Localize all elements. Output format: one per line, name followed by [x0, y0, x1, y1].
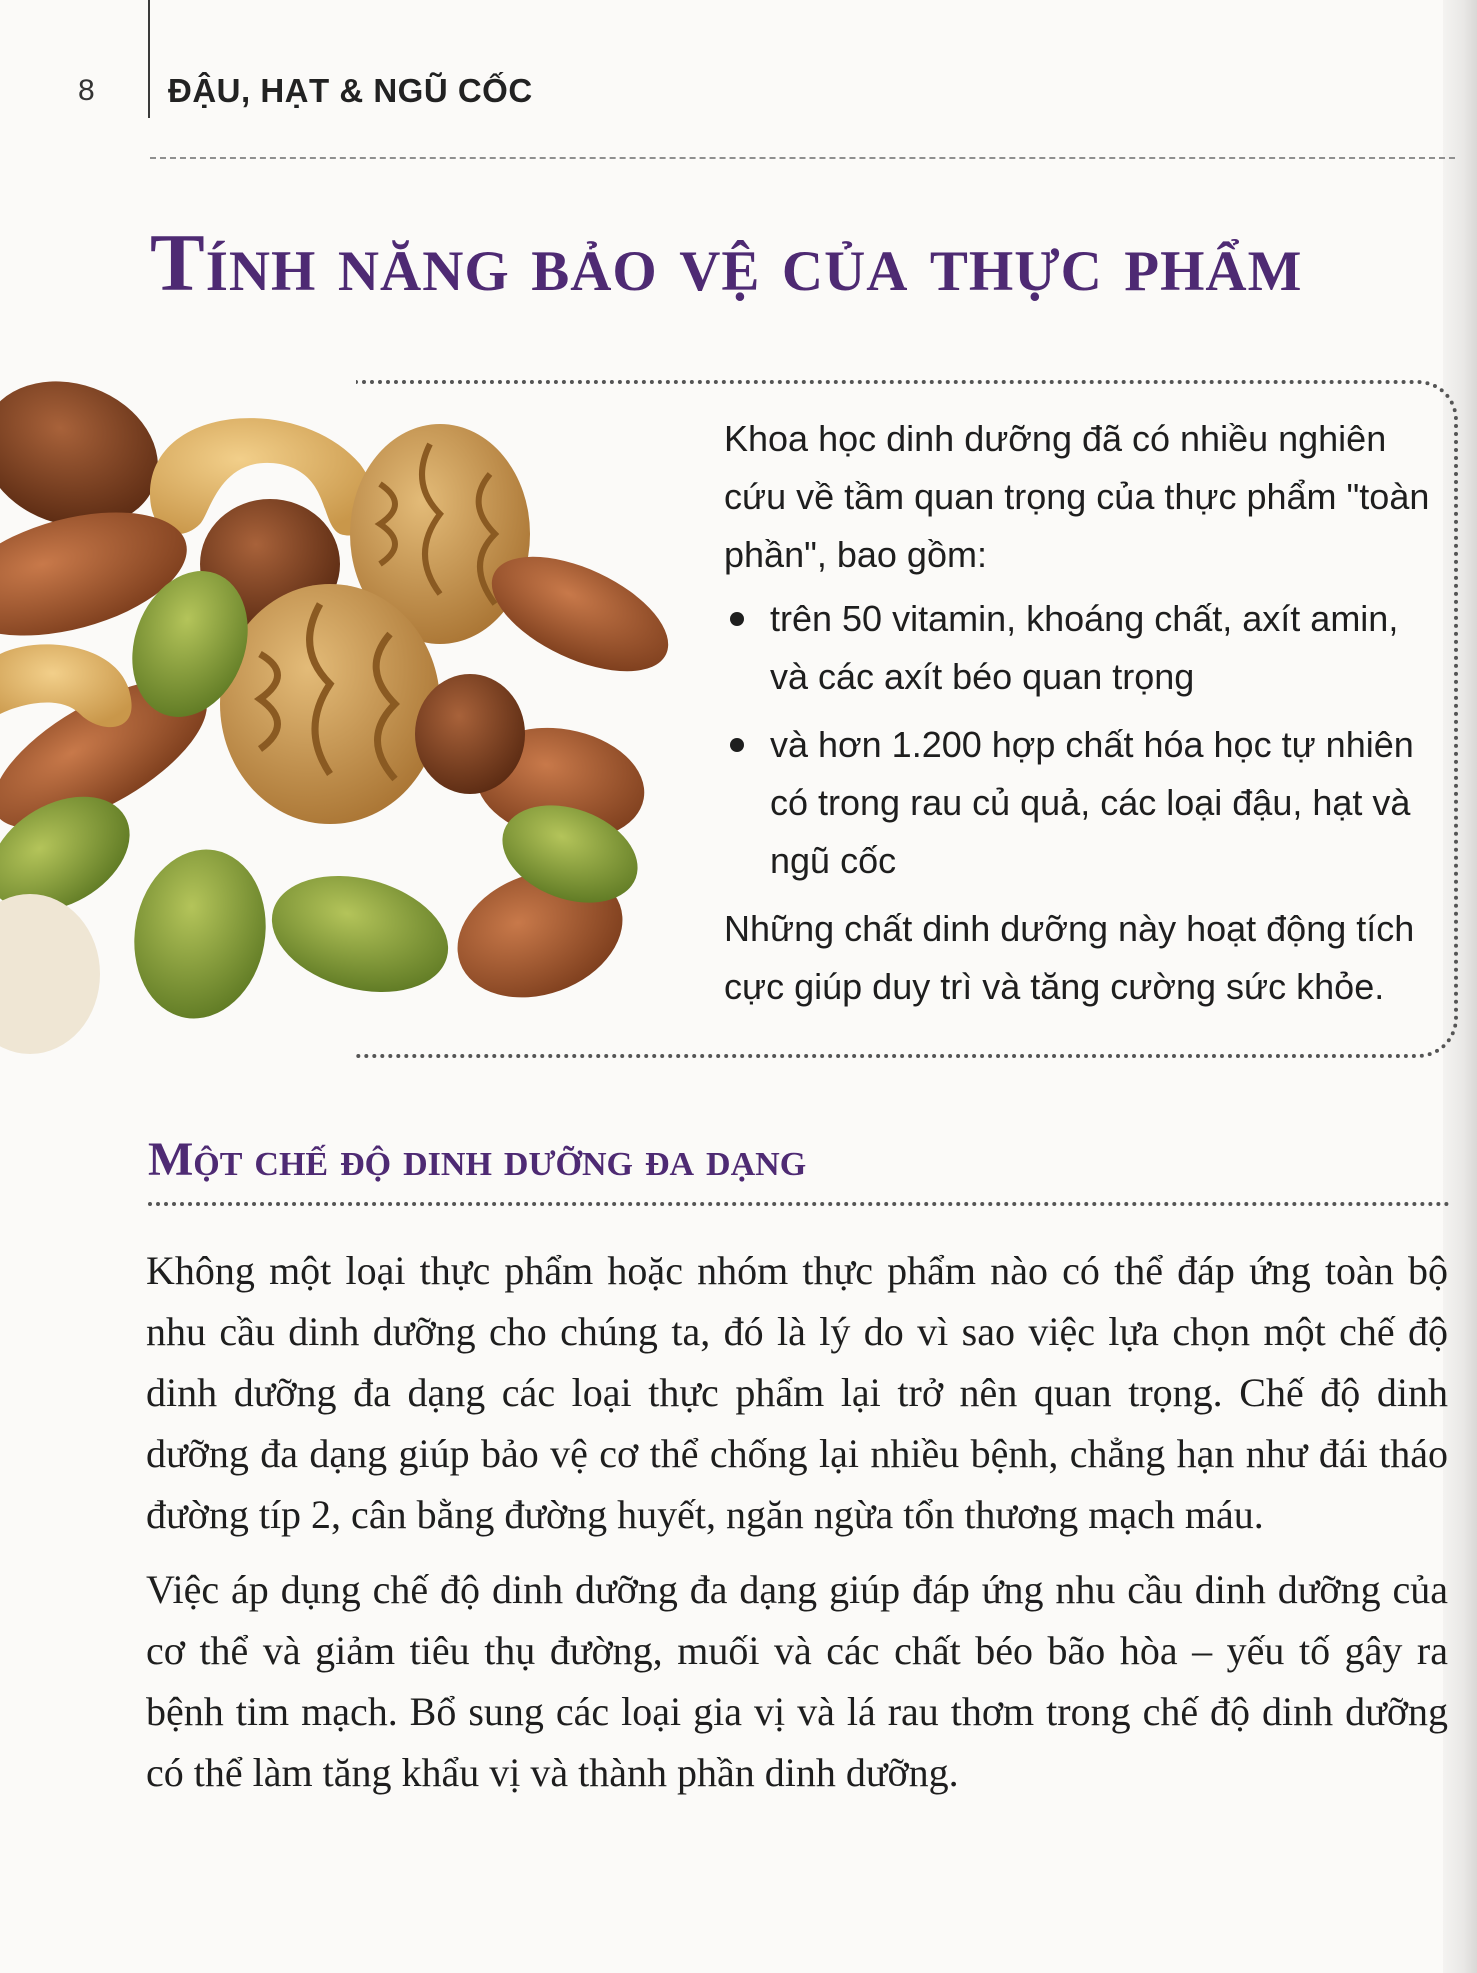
pistachio-shape — [259, 858, 461, 1011]
bullet-item — [724, 590, 1438, 706]
info-closing: Những chất dinh dưỡng này hoạt động tích cực giúp duy trì và tăng cường sức khỏe. — [724, 908, 1415, 1007]
page-title: Tính năng bảo vệ của thực phẩm — [150, 217, 1303, 308]
body-paragraph: Việc áp dụng chế độ dinh dưỡng đa dạng giúp đáp ứng nhu cầu dinh dưỡng của cơ thể và giảm tiêu thụ đường, muối và các chất béo bão hòa – yếu tố gây ra bệnh tim mạch. Bổ sung các loại gia vị và lá rau thơm trong chế độ dinh dưỡng có thể làm tăng khẩu vị và thành phần dinh dưỡng. — [146, 1567, 1448, 1795]
header-divider — [148, 0, 150, 118]
section-header: ĐẬU, HẠT & NGŨ CỐC — [168, 72, 533, 109]
nut-shape — [0, 894, 100, 1054]
bullet-icon — [730, 612, 744, 626]
section-rule — [148, 1202, 1450, 1206]
header-rule — [150, 157, 1455, 159]
bullet-text: và hơn 1.200 hợp chất hóa học tự nhiên có trong rau củ quả, các loại đậu, hạt và ngũ cốc — [770, 724, 1414, 881]
nut-shape — [415, 674, 525, 794]
nuts-illustration — [0, 374, 700, 1074]
pistachio-shape — [121, 839, 279, 1029]
section-heading: Một chế độ dinh dưỡng đa dạng — [148, 1133, 807, 1186]
body-paragraph: Không một loại thực phẩm hoặc nhóm thực phẩm nào có thể đáp ứng toàn bộ nhu cầu dinh dưỡng cho chúng ta, đó là lý do vì sao việc lựa chọn một chế độ dinh dưỡng đa dạng các loại thực phẩm lại trở nên quan trọng. Chế độ dinh dưỡng đa dạng giúp bảo vệ cơ thể chống lại nhiều bệnh, chẳng hạn như đái tháo đường típ 2, cân bằng đường huyết, ngăn ngừa tổn thương mạch máu. — [146, 1248, 1448, 1537]
page-number: 8 — [78, 74, 95, 107]
bullet-text: trên 50 vitamin, khoáng chất, axít amin, và các axít béo quan trọng — [770, 598, 1399, 697]
body-text — [146, 1240, 1448, 1817]
cashew-shape — [0, 644, 132, 727]
bullet-icon — [730, 738, 744, 752]
info-box-text — [724, 410, 1438, 1016]
bullet-item — [724, 716, 1438, 890]
info-bullet-list — [724, 590, 1438, 890]
walnut-shape — [220, 584, 440, 824]
info-intro: Khoa học dinh dưỡng đã có nhiều nghiên cứu về tầm quan trọng của thực phẩm "toàn phần", bao gồm: — [724, 418, 1430, 575]
